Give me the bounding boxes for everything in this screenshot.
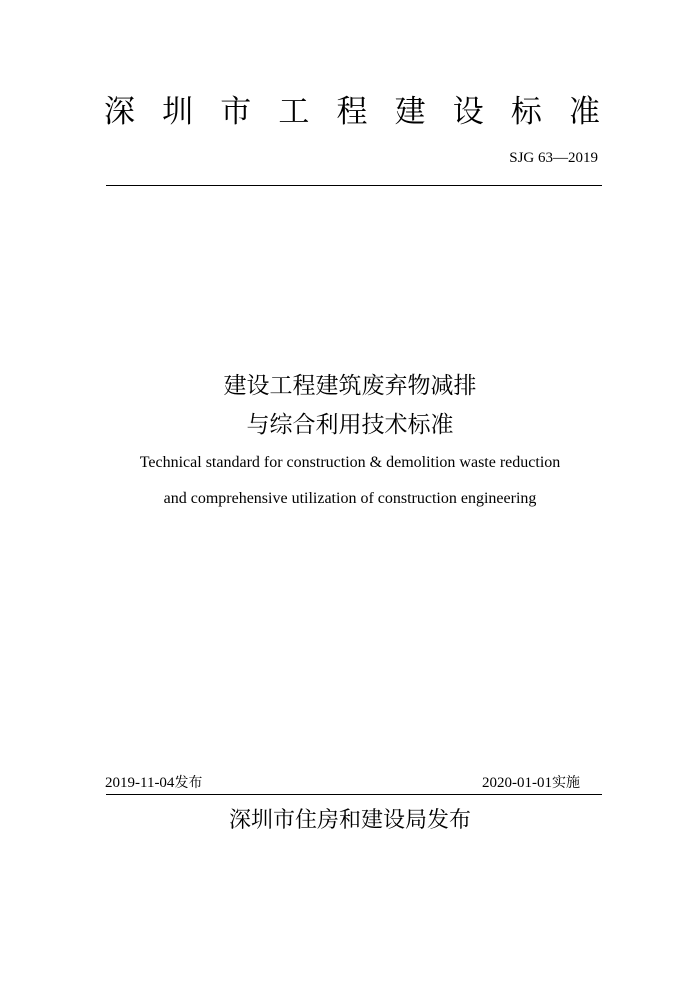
header-char: 圳 <box>162 94 194 130</box>
english-title-line-2: and comprehensive utilization of construction engineering <box>163 490 537 507</box>
implementation-date-value: 2020-01-01 <box>482 775 552 791</box>
header-char: 市 <box>220 94 252 130</box>
standard-code: SJG 63—2019 <box>509 150 598 166</box>
header-char: 程 <box>336 94 368 130</box>
header-char: 建 <box>394 94 426 130</box>
implementation-date-suffix: 实施 <box>552 775 580 791</box>
issue-date <box>105 773 202 793</box>
header-char: 工 <box>278 94 310 130</box>
chinese-title-line-2: 与综合利用技术标准 <box>246 412 454 438</box>
english-title-line-1: Technical standard for construction & demolition waste reduction <box>139 454 561 471</box>
header-char: 设 <box>452 94 484 130</box>
implementation-date <box>482 773 580 793</box>
chinese-title-line-1: 建设工程建筑废弃物减排 <box>223 373 477 399</box>
header-char: 标 <box>510 94 542 130</box>
bottom-divider <box>106 794 602 795</box>
issue-date-suffix: 发布 <box>174 775 203 791</box>
header-char: 准 <box>569 94 600 130</box>
top-divider <box>106 185 602 186</box>
issue-date-value: 2019-11-04 <box>105 775 175 791</box>
header-char: 深 <box>104 94 135 130</box>
publisher: 深圳市住房和建设局发布 <box>228 808 471 833</box>
standard-series-title <box>104 92 600 132</box>
